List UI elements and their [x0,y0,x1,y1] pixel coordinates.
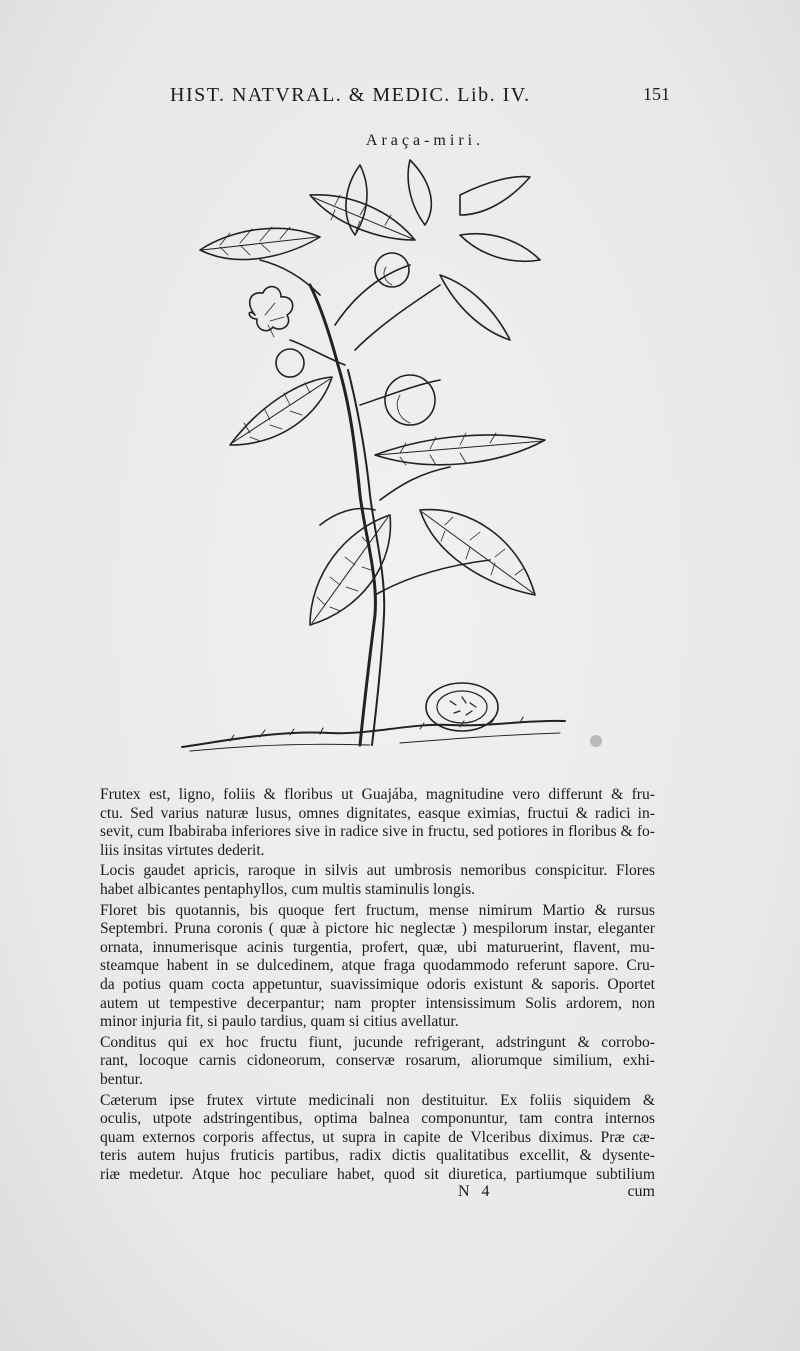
text-line: riæ medetur. Atque hoc peculiare habet, quod sit diuretica, partiumque subtilium [100,1165,655,1183]
leaf-top-left [200,227,320,260]
text-line: liis insitas virtutes dederit. [100,841,265,859]
text-line: Cæterum ipse frutex virtute medicinali non destituitur. Ex foliis siquidem & [100,1091,655,1109]
paragraph-3 [100,902,655,1032]
text-line: Conditus qui ex hoc fructu fiunt, jucunde refrigerant, adstringunt & corrobo- [100,1033,655,1051]
text-line: teris autem hujus fruticis partibus, radix dictis qualitatibus excellit, & dysente- [100,1147,655,1165]
text-line: ornata, innumerisque acinis turgentia, profert, quæ, ubi maturuerint, flavent, mu- [100,938,655,956]
text-line: Frutex est, ligno, foliis & floribus ut Guajába, magnitudine vero differunt & fru- [100,786,655,803]
text-line: autem ut tempestive decerpantur; nam propter intensissimum Solis ardorem, non [100,994,655,1012]
plant-engraving [170,155,610,765]
page-header [170,84,670,112]
fruit-3 [276,349,304,377]
page-number: 151 [643,84,670,104]
text-line: rant, locoque carnis cidoneorum, conservæ rosarum, aliorumque similium, exhi- [100,1052,655,1070]
text-line: Septembri. Pruna coronis ( quæ à pictore hic neglectæ ) mespilorum instar, eleganter [100,920,655,938]
fruit-2 [385,375,435,425]
plate-title [0,132,800,150]
paragraph-1 [100,786,655,860]
body-text [100,786,655,1186]
text-line: sevit, cum Ibabiraba inferiores sive in radice sive in fructu, sed potiores in floribus & fo- [100,823,655,841]
running-title: HIST. NATVRAL. & MEDIC. Lib. IV. [170,84,531,106]
ink-smudge [590,735,602,747]
paragraph-5 [100,1092,655,1185]
text-line: oculis, utpote adstringentibus, optima balnea componuntur, tam contra internos [100,1110,655,1128]
leaf-mid-right [375,433,545,465]
leaf-mid-left [230,377,332,445]
flower [249,287,292,337]
text-line: bentur. [100,1070,143,1088]
plate-title-text: Araça-miri. [365,132,485,149]
paragraph-2 [100,862,655,899]
fruit-1 [375,253,409,287]
text-line: da potius quam cocta appetuntur, suavissimique odoris existunt & saporis. Oportet [100,975,655,993]
signature-mark: N 4 [458,1183,494,1200]
text-line: quam externos corporis affectus, ut supra in capite de Vlceribus diximus. Præ cæ- [100,1128,655,1146]
leaf-low-right [420,510,535,595]
text-line: ctu. Sed varius naturæ lusus, omnes dignitates, easque eximias, fructui & radici in- [100,804,655,822]
text-line: Locis gaudet apricis, raroque in silvis aut umbrosis nemoribus conspicitur. Flores [100,862,655,880]
text-line: Floret bis quotannis, bis quoque fert fructum, mense nimirum Martio & rursus [100,901,655,919]
page-footer [100,1183,655,1205]
text-line: minor injuria fit, si paulo tardius, quam si citius avellatur. [100,1013,459,1031]
text-line: habet albicantes pentaphyllos, cum multis staminulis longis. [100,880,476,898]
text-line: steamque habent in se dulcedinem, atque fraga quodammodo referunt sapore. Cru- [100,957,655,975]
leaf-low-left [310,515,390,625]
catchword: cum [627,1183,655,1200]
paragraph-4 [100,1034,655,1090]
leaf-top-tip [346,160,540,340]
